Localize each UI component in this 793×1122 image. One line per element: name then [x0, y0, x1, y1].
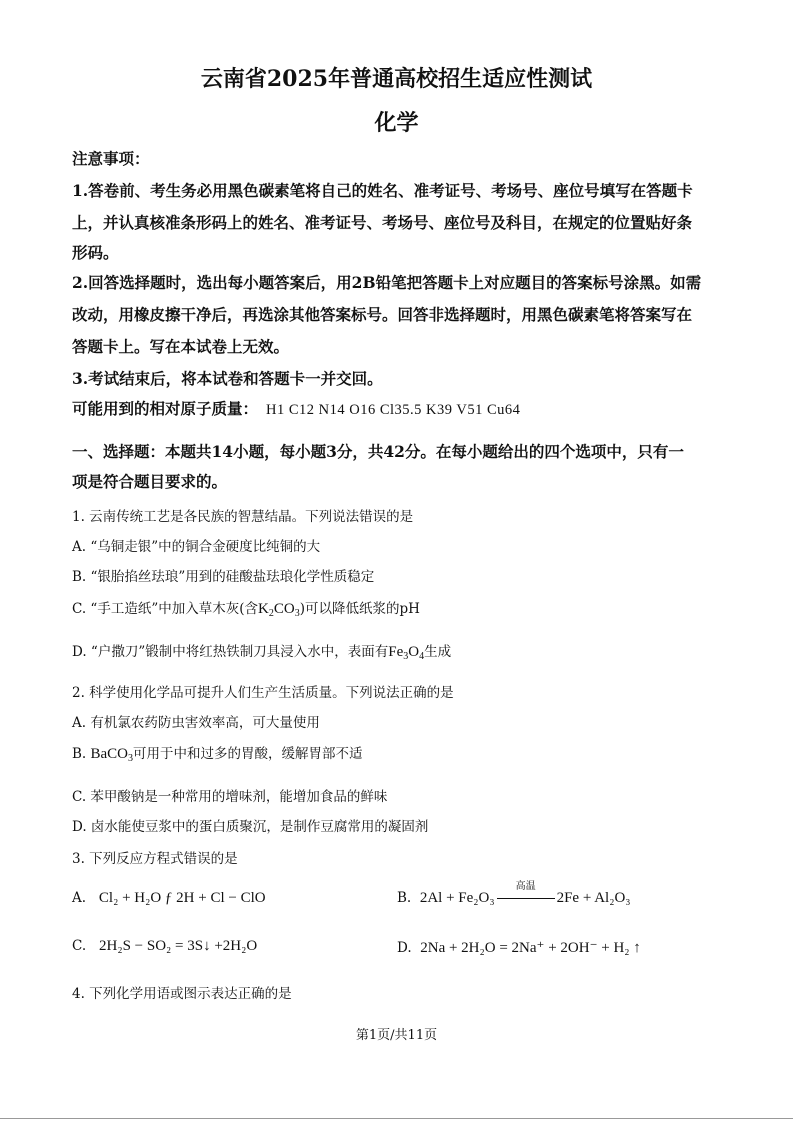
q1-option-c — [72, 597, 420, 619]
q1-option-d-tail: 生成 — [424, 644, 452, 660]
q1-option-d-formula: $Fe_3O_4$ — [388, 644, 425, 662]
atomic-masses-values: H1 C12 N14 O16 Cl35.5 K39 V51 Cu64 — [266, 402, 521, 418]
notice-heading: 注意事项： — [72, 149, 150, 168]
q3-option-d-equation: 2Na + 2H₂O = 2Na⁺ + 2OH⁻ + H₂ ↑ — [420, 940, 641, 956]
q2-option-b: B. BaCO$_3$可用于中和过多的胃酸，缓解胃部不适 — [72, 746, 363, 764]
bottom-divider — [0, 1118, 793, 1119]
q1-option-b: B. “银胎掐丝珐琅”用到的硅酸盐珐琅化学性质稳定 — [72, 569, 375, 585]
section1-line1: 一、选择题：本题共14小题，每小题3分，共42分。在每小题给出的四个选项中，只有一 — [72, 442, 684, 461]
q1-option-c-tail: )可以降低纸浆的pH — [299, 601, 420, 617]
q1-option-d-text: D. “户撒刀”锻制中将红热铁制刀具浸入水中，表面有 — [72, 644, 389, 660]
subject-title: 化学 — [374, 110, 419, 136]
q2-option-c: C. 苯甲酸钠是一种常用的增味剂，能增加食品的鲜味 — [72, 789, 388, 805]
q3-option-d: D. 2Na + 2H₂O = 2Na⁺ + 2OH⁻ + H₂ ↑ — [397, 940, 641, 956]
q3-option-b: B. 2Al + Fe₂O₃ 高温 2Fe + Al₂O₃ — [397, 890, 631, 907]
q3-option-a: A. Cl₂ + H₂O ƒ 2H + Cl − ClO — [72, 890, 266, 906]
q3-option-c-equation: 2H₂S − SO₂ = 3S↓ +2H₂O — [99, 938, 258, 954]
q1-option-c-formula: $K_2CO_3$ — [258, 601, 300, 619]
section1-line2: 项是符合题目要求的。 — [72, 472, 228, 491]
notice-item2-line2: 改动，用橡皮擦干净后，再选涂其他答案标号。回答非选择题时，用黑色碳素笔将答案写在 — [72, 305, 693, 324]
q3-option-b-arrow — [495, 881, 557, 906]
q1-option-d — [72, 640, 451, 662]
atomic-masses-row — [72, 394, 722, 425]
notice-item3: 3.考试结束后，将本试卷和答题卡一并交回。 — [72, 369, 383, 388]
notice-item1-line2: 上，并认真核准条形码上的姓名、准考证号、考场号、座位号及科目，在规定的位置贴好条 — [72, 213, 693, 232]
notice-item1-line1: 1.答卷前、考生务必用黑色碳素笔将自己的姓名、准考证号、考场号、座位号填写在答题卡 — [72, 181, 693, 200]
notice-item1-line3: 形码。 — [72, 243, 119, 262]
q3-option-b-right: 2Fe + Al₂O₃ — [556, 890, 631, 906]
q2-option-a: A. 有机氯农药防虫害效率高，可大量使用 — [72, 715, 320, 731]
notice-item2-line1: 2.回答选择题时，选出每小题答案后，用2B铅笔把答题卡上对应题目的答案标号涂黑。如需 — [72, 273, 702, 292]
q4-stem: 4. 下列化学用语或图示表达正确的是 — [72, 986, 292, 1002]
q3-option-b-condition: 高温 — [515, 881, 536, 892]
page-number: 第1页/共11页 — [355, 1028, 438, 1043]
q2-stem: 2. 科学使用化学品可提升人们生产生活质量。下列说法正确的是 — [72, 685, 454, 701]
q1-option-c-text: C. “手工造纸”中加入草木灰(含 — [72, 601, 259, 617]
q2-option-b-text: 可用于中和过多的胃酸，缓解胃部不适 — [133, 746, 363, 762]
notice-item2-line3: 答题卡上。写在本试卷上无效。 — [72, 337, 290, 356]
q3-stem: 3. 下列反应方程式错误的是 — [72, 851, 238, 867]
q3-option-a-equation: Cl₂ + H₂O ƒ 2H + Cl − ClO — [98, 890, 266, 906]
q2-option-d: D. 卤水能使豆浆中的蛋白质聚沉，是制作豆腐常用的凝固剂 — [72, 819, 429, 835]
q1-option-a: A. “乌铜走银”中的铜合金硬度比纯铜的大 — [72, 539, 321, 555]
q3-option-c: C. 2H₂S − SO₂ = 3S↓ +2H₂O — [72, 938, 258, 954]
exam-title: 云南省2025年普通高校招生适应性测试 — [200, 66, 593, 92]
q1-stem: 1. 云南传统工艺是各民族的智慧结晶。下列说法错误的是 — [72, 509, 414, 525]
q2-option-b-formula: BaCO$_3$ — [90, 746, 134, 764]
atomic-masses-label: 可能用到的相对原子质量： — [72, 399, 259, 418]
q3-option-b-left: 2Al + Fe₂O₃ — [419, 890, 495, 906]
